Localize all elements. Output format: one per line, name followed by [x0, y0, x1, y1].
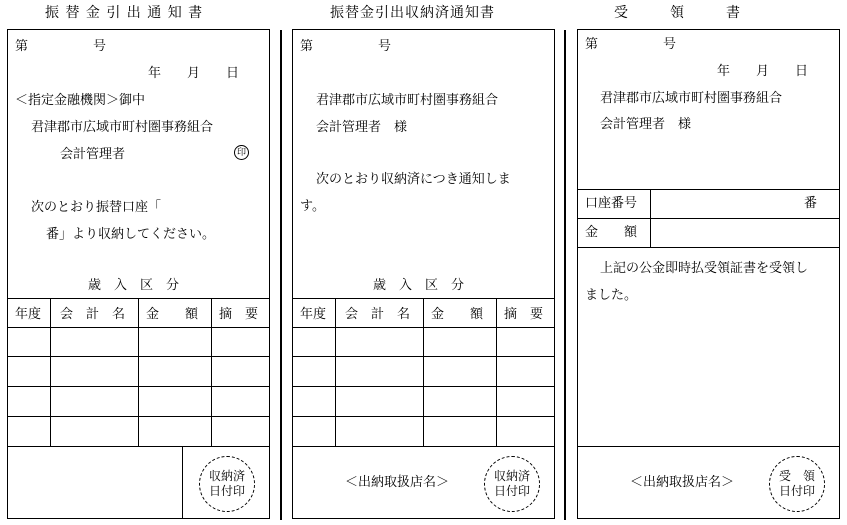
panel1-col-divider — [211, 298, 212, 446]
panel2-msg-line2: す。 — [300, 199, 325, 214]
panel1-number-label: 第 号 — [15, 39, 107, 54]
panel1-stamp-line1: 収納済 — [208, 469, 245, 483]
panel3-officer: 会計管理者 様 — [600, 117, 692, 132]
panel1-table-bottom — [7, 446, 270, 447]
panel1-date-stamp — [199, 456, 255, 512]
panel3-stamp-line1: 受 領 — [778, 469, 815, 483]
panel2-table-bottom — [292, 446, 555, 447]
panel2-col-amount: 金 額 — [431, 307, 484, 322]
panel1-section-heading: 歳 入 区 分 — [88, 278, 180, 293]
panel1-stamp-line2: 日付印 — [208, 484, 245, 498]
panel3-stamp-line2: 日付印 — [778, 484, 815, 498]
panel3-account-suffix: 番 — [804, 196, 818, 211]
panel2-number-label: 第 号 — [300, 39, 392, 54]
panel1-title: 振 替 金 引 出 通 知 書 — [45, 5, 204, 21]
panel2-officer: 会計管理者 様 — [316, 120, 408, 135]
panel3-row-line — [577, 218, 840, 219]
panel3-date-stamp — [769, 456, 825, 512]
panel1-msg-line2: 番」より収納してください。 — [46, 227, 216, 242]
panel-separator-right — [564, 30, 566, 520]
panel2-org: 君津郡市広域市町村圏事務組合 — [316, 93, 499, 108]
panel1-col-divider — [138, 298, 139, 446]
panel3-account-label: 口座番号 — [585, 196, 638, 211]
panel2-title: 振替金引出収納済通知書 — [330, 5, 495, 21]
panel2-msg-line1: 次のとおり収納済につき通知しま — [316, 172, 511, 187]
panel2-stamp-line1: 収納済 — [493, 469, 530, 483]
panel2-section-heading: 歳 入 区 分 — [373, 278, 465, 293]
panel3-org: 君津郡市広域市町村圏事務組合 — [600, 91, 783, 106]
panel3-footer-line — [577, 446, 840, 447]
panel1-addressee: ＜指定金融機関＞御中 — [15, 93, 146, 108]
panel1-col-year: 年度 — [15, 307, 42, 322]
panel1-col-amount: 金 額 — [146, 307, 199, 322]
panel1-col-remarks: 摘 要 — [219, 307, 259, 322]
panel2-stamp-line2: 日付印 — [493, 484, 530, 498]
panel3-amount-label: 金 額 — [585, 225, 638, 240]
panel3-label-divider — [650, 189, 651, 247]
panel3-row-line — [577, 189, 840, 190]
panel2-col-divider — [423, 298, 424, 446]
panel2-col-remarks: 摘 要 — [504, 307, 544, 322]
panel1-date-label: 年 月 日 — [148, 66, 240, 81]
panel1-seal-mark: 印 — [234, 145, 249, 160]
panel2-col-divider — [496, 298, 497, 446]
panel3-branch-name: ＜出納取扱店名＞ — [630, 475, 735, 490]
panel2-date-stamp — [484, 456, 540, 512]
panel1-officer: 会計管理者 — [60, 147, 126, 162]
panel1-msg-line1: 次のとおり振替口座「 — [31, 200, 162, 215]
panel-separator-left — [280, 30, 282, 520]
panel2-col-year: 年度 — [300, 307, 327, 322]
panel3-number-label: 第 号 — [585, 37, 677, 52]
panel1-col-account: 会 計 名 — [60, 307, 126, 322]
panel3-msg-line1: 上記の公金即時払受領証書を受領し — [600, 261, 809, 276]
panel1-col-divider — [50, 298, 51, 446]
panel3-row-line — [577, 247, 840, 248]
panel3-date-label: 年 月 日 — [717, 64, 809, 79]
panel2-branch-name: ＜出納取扱店名＞ — [345, 475, 450, 490]
panel2-col-divider — [335, 298, 336, 446]
panel1-stamp-divider — [182, 446, 183, 519]
panel2-col-account: 会 計 名 — [345, 307, 411, 322]
panel1-org: 君津郡市広域市町村圏事務組合 — [31, 120, 214, 135]
panel3-msg-line2: ました。 — [585, 288, 638, 303]
panel3-title: 受 領 書 — [614, 5, 740, 21]
